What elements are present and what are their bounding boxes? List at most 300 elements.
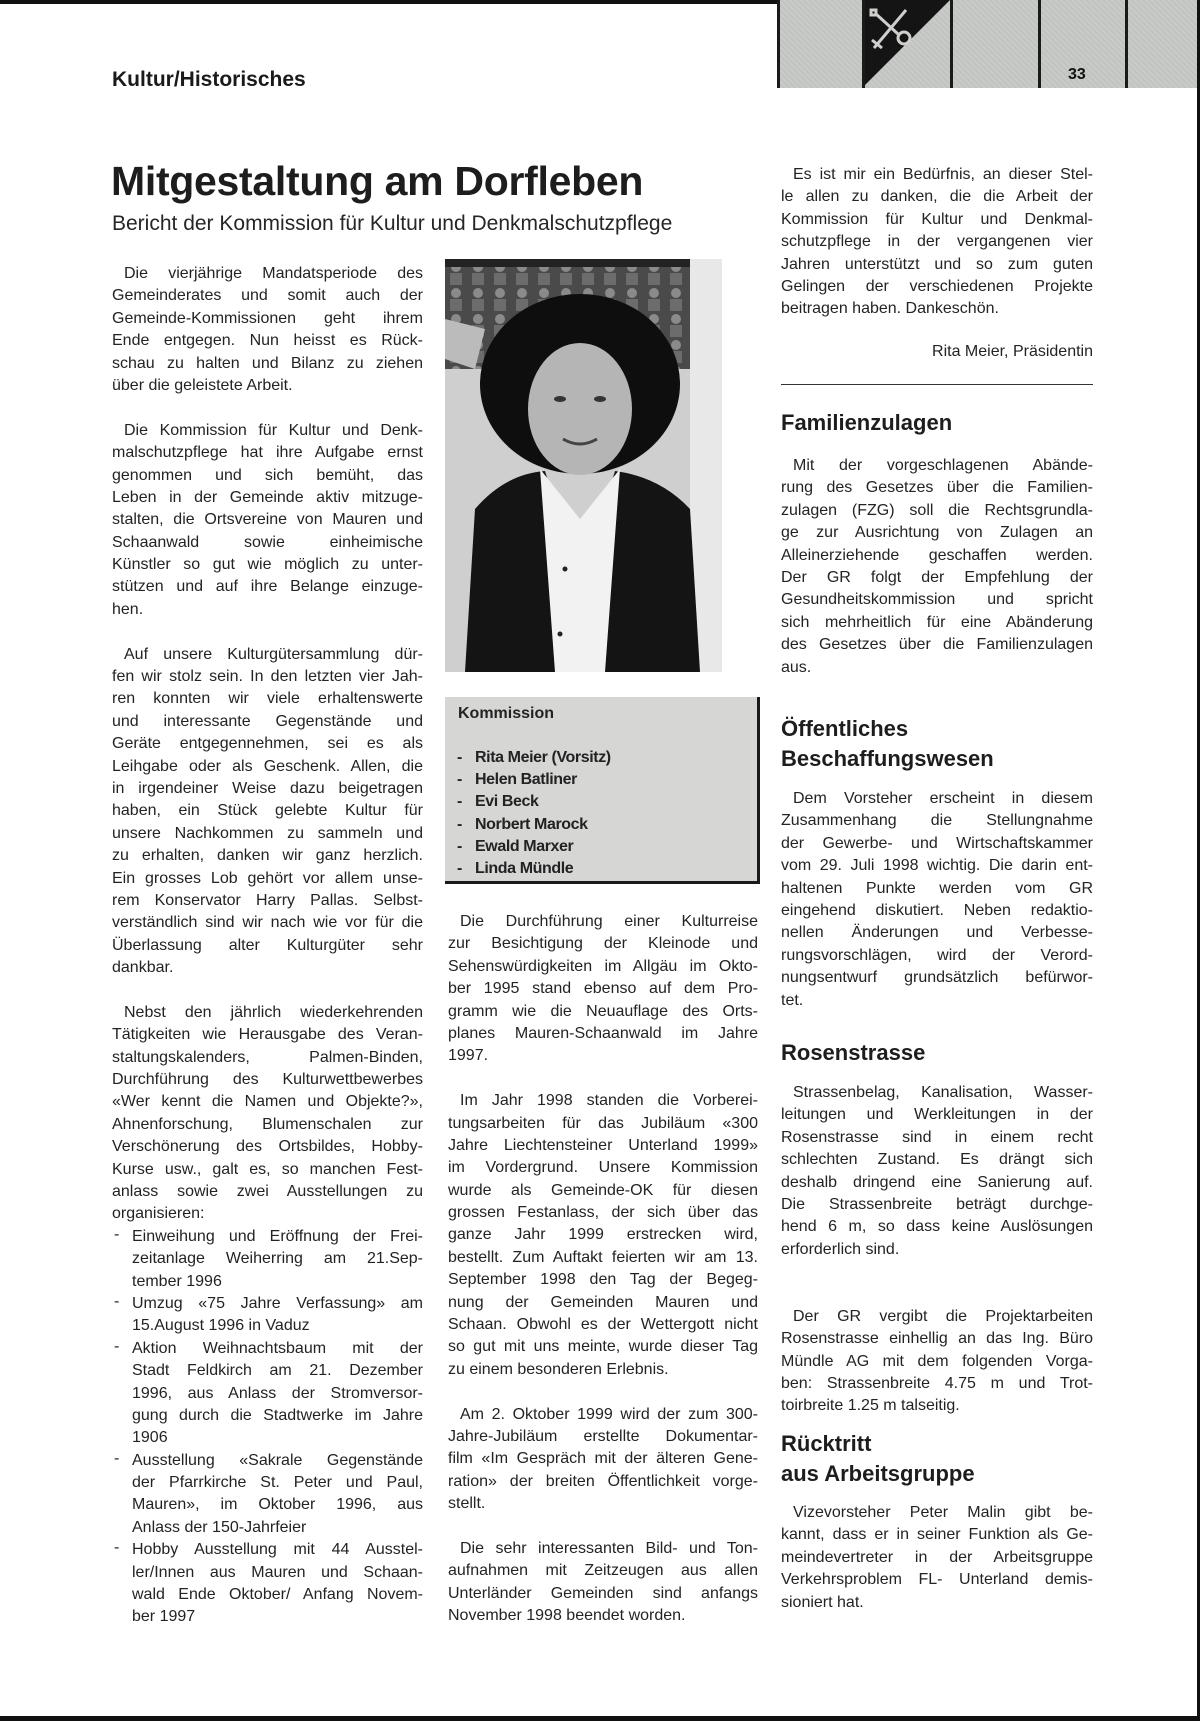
line-text: Leihgabe oder als Geschenk. Allen, die <box>112 757 423 775</box>
text-line <box>112 688 423 710</box>
text-line <box>781 1569 1093 1591</box>
line-text: Künstler so gut wie möglich zu unter- <box>112 556 423 574</box>
text-line <box>112 823 423 845</box>
text-line <box>112 509 423 531</box>
column-1 <box>112 263 423 1629</box>
line-text: fen wir stolz sein. In den letzten vier Jah- <box>112 668 423 686</box>
text-line <box>112 1136 423 1158</box>
text-line <box>781 1373 1093 1395</box>
line-text: Ende entgegen. Nun heisst es Rück- <box>112 332 423 350</box>
text-line <box>781 1172 1093 1194</box>
line-text: erforderlich sind. <box>781 1240 900 1258</box>
line-text: malschutzpflege hat ihre Aufgabe ernst <box>112 444 423 462</box>
line-text: zu einem besonderen Erlebnis. <box>448 1360 669 1378</box>
kommission-member <box>457 747 611 769</box>
heading-line: aus Arbeitsgruppe <box>781 1461 975 1486</box>
member-name: Ewald Marxer <box>475 837 574 855</box>
list-item <box>112 1293 423 1338</box>
line-text: ler/Innen aus Mauren und Schaan- <box>132 1563 423 1581</box>
text-line <box>448 1493 758 1515</box>
text-line <box>112 733 423 755</box>
text-line <box>112 800 423 822</box>
line-text: Hobby Ausstellung mit 44 Ausstel- <box>132 1541 423 1559</box>
line-text: Mit der vorgeschlagenen Abände- <box>793 457 1093 474</box>
text-line <box>112 756 423 778</box>
line-text: Strassenbelag, Kanalisation, Wasser- <box>793 1084 1093 1101</box>
line-text: schutzpflege in der vergangenen vier <box>781 233 1093 251</box>
text-line <box>112 1159 423 1181</box>
text-line <box>112 420 423 442</box>
text-line <box>112 1047 423 1069</box>
line-text: Der GR vergibt die Projektarbeiten <box>793 1307 1093 1325</box>
paragraph-gap <box>112 621 423 643</box>
line-text: nellen Änderungen und Verbesse- <box>781 924 1093 942</box>
paragraph <box>448 911 758 1068</box>
text-line <box>781 855 1093 877</box>
text-line <box>781 878 1093 900</box>
text-line <box>448 1605 758 1627</box>
line-text: Zusammenhang die Stellungnahme <box>781 812 1093 830</box>
line-text: Einweihung und Eröffnung der Frei- <box>132 1227 423 1245</box>
line-text: rungsvorschlägen, wird der Verord- <box>781 946 1093 964</box>
text-line <box>781 1395 1093 1417</box>
line-text: zu erhalten, danken wir ganz herzlich. <box>112 847 423 865</box>
list-dash: - <box>114 1225 120 1243</box>
text-line <box>781 298 1093 320</box>
line-text: zur Besichtigung der Kleinode und <box>448 935 758 953</box>
list-dash: - <box>457 749 462 766</box>
text-line <box>112 912 423 934</box>
text-line <box>112 957 423 979</box>
list-dash: - <box>114 1292 120 1310</box>
list-dash: - <box>457 793 462 811</box>
line-text: Rosenstrasse sind in einem recht <box>781 1128 1093 1146</box>
text-line <box>448 1359 758 1381</box>
text-line <box>781 500 1093 522</box>
text-line <box>781 922 1093 944</box>
line-text: le allen zu danken, die die Arbeit der <box>781 188 1093 206</box>
line-text: Die Strassenbreite beträgt durchge- <box>781 1195 1093 1213</box>
text-line <box>112 465 423 487</box>
line-text: Tätigkeiten wie Herausgabe des Veran- <box>112 1026 423 1044</box>
member-name: Helen Batliner <box>475 771 577 789</box>
text-line <box>132 1383 423 1405</box>
text-line <box>781 1547 1093 1569</box>
text-line <box>781 1216 1093 1238</box>
line-text: der Pfarrkirche St. Peter und Paul, <box>132 1474 423 1492</box>
line-text: Sehenswürdigkeiten im Allgäu im Okto- <box>448 957 758 975</box>
kommission-member <box>457 769 611 791</box>
text-line <box>781 1592 1093 1614</box>
text-line <box>132 1271 423 1293</box>
line-text: Es ist mir ein Bedürfnis, an dieser Stel- <box>793 166 1093 183</box>
list-item <box>112 1338 423 1450</box>
text-line <box>781 1127 1093 1149</box>
line-text: Der GR folgt der Empfehlung der <box>781 568 1093 586</box>
line-text: Schaanwald sowie einheimische <box>112 533 423 551</box>
line-text: aufnahmen mit Zeitzeugen aus allen <box>448 1562 758 1580</box>
text-line <box>781 990 1093 1012</box>
line-text: 1996, aus Anlass der Stromversor- <box>132 1384 423 1402</box>
paragraph <box>781 1502 1093 1614</box>
text-line <box>132 1338 423 1360</box>
line-text: genommen und sich bemüht, das <box>112 466 423 484</box>
paragraph <box>112 1002 423 1226</box>
text-line <box>448 1157 758 1179</box>
text-line <box>448 1202 758 1224</box>
section-familienzulagen <box>781 455 1093 679</box>
paragraph <box>781 1306 1093 1418</box>
line-text: anlass sowie zwei Ausstellungen zu <box>112 1183 423 1201</box>
line-text: stellt. <box>448 1495 486 1513</box>
line-text: toirbreite 1.25 m talseitig. <box>781 1397 960 1415</box>
member-name: Evi Beck <box>475 793 539 811</box>
text-line <box>112 890 423 912</box>
line-text: planes Mauren-Schaanwald im Jahre <box>448 1024 758 1042</box>
text-line <box>448 1336 758 1358</box>
line-text: schlechten Zustand. Es drängt sich <box>781 1151 1093 1169</box>
line-text: Leben in der Gemeinde aktiv mitzuge- <box>112 488 423 506</box>
text-line <box>132 1606 423 1628</box>
text-line <box>112 442 423 464</box>
line-text: bestellt. Zum Auftakt feierten wir am 13. <box>448 1248 758 1266</box>
line-text: Durchführung des Kulturwettbewerbes <box>112 1071 423 1089</box>
line-text: 1906 <box>132 1429 168 1447</box>
text-line <box>448 1247 758 1269</box>
text-line <box>448 1314 758 1336</box>
line-text: hen. <box>112 600 144 618</box>
scan-border-bottom <box>0 1716 1200 1721</box>
line-text: aus. <box>781 658 812 676</box>
line-text: rung des Gesetzes über die Familien- <box>781 479 1093 497</box>
line-text: Ausstellung «Sakrale Gegenstände <box>132 1451 423 1469</box>
heading-beschaffungswesen <box>781 714 994 774</box>
line-text: dankbar. <box>112 959 174 977</box>
line-text: Ein grosses Lob gehört vor allem unse- <box>112 869 423 887</box>
line-text: beitragen haben. Dankeschön. <box>781 300 999 318</box>
paragraph <box>112 644 423 980</box>
line-text: Verkehrsproblem FL- Unterland demis- <box>781 1571 1093 1589</box>
section-beschaffungswesen <box>781 788 1093 1012</box>
heading-line: Rücktritt <box>781 1431 872 1456</box>
text-line <box>132 1450 423 1472</box>
paragraph <box>448 1404 758 1516</box>
line-text: Am 2. Oktober 1999 wird der zum 300- <box>460 1405 758 1423</box>
text-line <box>448 1269 758 1291</box>
line-text: über die geleistete Arbeit. <box>112 376 293 394</box>
line-text: des Gesetzes über die Familienzulagen <box>781 636 1093 654</box>
line-text: 15.August 1996 in Vaduz <box>132 1317 310 1335</box>
text-line <box>781 788 1093 810</box>
text-line <box>781 1194 1093 1216</box>
line-text: ge zur Ausrichtung von Zulagen an <box>781 524 1093 542</box>
text-line <box>781 477 1093 499</box>
paragraph <box>781 164 1093 321</box>
line-text: hend 6 m, so dass keine Auslösungen <box>781 1218 1093 1236</box>
kommission-member <box>457 791 611 813</box>
line-text: gung durch die Stadtwerke im Jahre <box>132 1406 423 1424</box>
line-text: Die Durchführung einer Kulturreise <box>460 913 758 930</box>
page-number: 33 <box>1068 66 1086 83</box>
line-text: tember 1996 <box>132 1272 222 1290</box>
list-dash: - <box>457 771 462 789</box>
text-line <box>112 711 423 733</box>
line-text: ganze Jahr 1999 erstrecken wird, <box>448 1226 758 1244</box>
heading-line: Familienzulagen <box>781 410 953 435</box>
text-line <box>448 1113 758 1135</box>
section-ruecktritt <box>781 1502 1093 1614</box>
text-line <box>132 1315 423 1337</box>
text-line <box>781 186 1093 208</box>
line-text: Dem Vorsteher erscheint in diesem <box>793 790 1093 807</box>
kommission-member <box>457 858 611 880</box>
article-subtitle: Bericht der Kommission für Kultur und Denkmalschutzpflege <box>112 212 673 235</box>
column-2 <box>448 911 758 1628</box>
text-line <box>132 1360 423 1382</box>
line-text: und interessante Gegenstände und <box>112 712 423 730</box>
text-line <box>112 532 423 554</box>
text-line <box>781 1239 1093 1261</box>
text-line <box>781 1328 1093 1350</box>
line-text: kannt, dass er in seiner Funktion als Ge- <box>781 1526 1093 1544</box>
text-line <box>132 1562 423 1584</box>
line-text: Überlassung alter Kulturgüter sehr <box>112 936 423 954</box>
text-line <box>781 1082 1093 1104</box>
line-text: staltungskalenders, Palmen-Binden, <box>112 1048 423 1066</box>
line-text: Rosenstrasse einhellig an das Ing. Büro <box>781 1330 1093 1348</box>
text-line <box>112 599 423 621</box>
paragraph-gap <box>448 1516 758 1538</box>
list-dash: - <box>114 1449 120 1467</box>
heading-line: Öffentliches <box>781 716 909 741</box>
text-line <box>112 285 423 307</box>
section-rosenstrasse <box>781 1082 1093 1418</box>
text-line <box>781 589 1093 611</box>
line-text: «Wer kennt die Namen und Objekte?», <box>112 1093 423 1111</box>
text-line <box>781 545 1093 567</box>
text-line <box>112 375 423 397</box>
line-text: wald Ende Oktober/ Anfang Novem- <box>132 1586 423 1604</box>
text-line <box>781 1502 1093 1524</box>
text-line <box>132 1427 423 1449</box>
paragraph-gap <box>448 1381 758 1403</box>
paragraph <box>448 1090 758 1381</box>
member-name: Rita Meier (Vorsitz) <box>475 749 611 766</box>
line-text: der Gewerbe- und Wirtschaftskammer <box>781 834 1093 852</box>
line-text: rem Konservator Harry Pallas. Selbst- <box>112 891 423 909</box>
line-text: Stadt Feldkirch am 21. Dezember <box>132 1362 423 1380</box>
text-line <box>448 956 758 978</box>
line-text: stützen und auf ihre Belange einzuge- <box>112 578 423 596</box>
line-text: verständlich sind wir nach wie vor für die <box>112 914 423 932</box>
paragraph <box>781 788 1093 1012</box>
line-text: ben: Strassenbreite 4.75 m und Trot- <box>781 1375 1093 1393</box>
header-divider <box>950 0 953 88</box>
text-line <box>112 778 423 800</box>
kommission-box <box>445 697 760 884</box>
text-line <box>112 935 423 957</box>
divider-rule <box>781 384 1093 385</box>
text-line <box>448 1045 758 1067</box>
header-divider <box>1038 0 1041 88</box>
text-line <box>448 1538 758 1560</box>
heading-line: Rosenstrasse <box>781 1040 926 1065</box>
text-line <box>112 1024 423 1046</box>
list-dash: - <box>457 837 462 855</box>
heading-ruecktritt <box>781 1429 975 1489</box>
text-line <box>781 657 1093 679</box>
text-line <box>132 1494 423 1516</box>
text-line <box>448 1292 758 1314</box>
text-line <box>132 1539 423 1561</box>
text-line <box>448 1224 758 1246</box>
portrait-photo <box>445 259 722 672</box>
line-text: ber 1995 stand ebenso auf dem Pro- <box>448 980 758 998</box>
member-name: Norbert Marock <box>475 815 588 833</box>
paragraph-gap <box>112 397 423 419</box>
text-line <box>781 833 1093 855</box>
line-text: Gelingen der verschiedenen Projekte <box>781 277 1093 295</box>
line-text: Jahre-Jubiläum erstellte Dokumentar- <box>448 1427 758 1445</box>
text-line <box>781 209 1093 231</box>
coat-of-arms-keys-sword-icon <box>862 0 950 88</box>
line-text: Ahnenforschung, Blumenschalen zur <box>112 1115 423 1133</box>
list-item <box>112 1539 423 1629</box>
text-line <box>132 1226 423 1248</box>
text-line <box>132 1584 423 1606</box>
kommission-members <box>457 747 611 880</box>
header-divider <box>1125 0 1128 88</box>
line-text: film «Im Gespräch mit der älteren Gene- <box>448 1450 758 1468</box>
line-text: Anlass der 150-Jahrfeier <box>132 1518 307 1536</box>
line-text: Die sehr interessanten Bild- und Ton- <box>460 1539 758 1557</box>
text-line <box>448 978 758 1000</box>
text-line <box>781 231 1093 253</box>
text-line <box>132 1293 423 1315</box>
line-text: Jahre Liechtensteiner Unterland 1999» <box>448 1136 758 1154</box>
list-item <box>112 1226 423 1293</box>
text-line <box>448 911 758 933</box>
text-line <box>448 1090 758 1112</box>
text-line <box>112 1091 423 1113</box>
text-line <box>448 1135 758 1157</box>
text-line <box>112 576 423 598</box>
text-line <box>448 1180 758 1202</box>
line-text: zeitanlage Weiherring am 21.Sep- <box>132 1250 423 1268</box>
text-line <box>112 263 423 285</box>
line-text: deshalb dringend eine Sanierung auf. <box>781 1173 1093 1191</box>
text-line <box>448 1426 758 1448</box>
text-line <box>112 1002 423 1024</box>
line-text: Im Jahr 1998 standen die Vorberei- <box>460 1092 758 1110</box>
paragraph <box>112 263 423 397</box>
line-text: nungsentwurf grundsätzlich befürwor- <box>781 969 1093 987</box>
line-text: vom 29. Juli 1998 wichtig. Die darin ent- <box>781 857 1093 875</box>
list-dash: - <box>457 860 462 878</box>
line-text: Kommission für Kultur und Denkmal- <box>781 210 1093 228</box>
text-line <box>781 164 1093 186</box>
text-line <box>112 487 423 509</box>
text-line <box>112 868 423 890</box>
line-text: zulagen (FZG) soll die Rechtsgrundla- <box>781 501 1093 519</box>
line-text: Auf unsere Kulturgütersammlung dür- <box>124 645 423 663</box>
line-text: Gemeinderates und somit auch der <box>112 287 423 305</box>
text-line <box>448 1448 758 1470</box>
line-text: tet. <box>781 991 804 1009</box>
line-text: September 1998 den Tag der Begeg- <box>448 1271 758 1289</box>
line-text: Aktion Weihnachtsbaum mit der <box>132 1339 423 1357</box>
text-line <box>781 522 1093 544</box>
text-line <box>132 1472 423 1494</box>
text-line <box>448 933 758 955</box>
line-text: Jahren unterstützt und so zum guten <box>781 255 1093 273</box>
text-line <box>112 666 423 688</box>
kommission-title: Kommission <box>458 705 555 722</box>
line-text: organisieren: <box>112 1205 205 1223</box>
kommission-member <box>457 814 611 836</box>
heading-line: Beschaffungswesen <box>781 746 994 771</box>
signature: Rita Meier, Präsidentin <box>932 343 1093 360</box>
line-text: schau zu halten und Bilanz zu ziehen <box>112 354 423 372</box>
line-text: Nebst den jährlich wiederkehrenden <box>124 1003 423 1021</box>
heading-rosenstrasse <box>781 1038 925 1068</box>
line-text: Alleinerziehende geschaffen werden. <box>781 546 1093 564</box>
text-line <box>112 1181 423 1203</box>
list-dash: - <box>114 1539 120 1557</box>
text-line <box>448 1471 758 1493</box>
text-line <box>781 1351 1093 1373</box>
header-divider <box>777 0 780 88</box>
line-text: Schaan. Obwohl es der Wettergott nicht <box>448 1316 758 1334</box>
paragraph-gap <box>781 1261 1093 1283</box>
line-text: Die vierjährige Mandatsperiode des <box>124 265 423 282</box>
paragraph <box>781 1082 1093 1261</box>
line-text: meindevertreter in der Arbeitsgruppe <box>781 1548 1093 1566</box>
text-line <box>781 810 1093 832</box>
line-text: eingehend diskutiert. Neben redaktio- <box>781 901 1093 919</box>
text-line <box>112 1069 423 1091</box>
line-text: unsere Nachkommen zu sammeln und <box>112 824 423 842</box>
line-text: haben, ein Stück gelebte Kultur für <box>112 802 423 820</box>
line-text: stalten, die Ortsvereine von Mauren und <box>112 511 423 529</box>
text-line <box>781 634 1093 656</box>
closing-note <box>781 164 1093 321</box>
line-text: Gesundheitskommission und spricht <box>781 591 1093 609</box>
line-text: nung der Gemeinden Mauren und <box>448 1293 758 1311</box>
line-text: 1997. <box>448 1047 489 1065</box>
line-text: ren konnten wir viele erhaltenswerte <box>112 690 423 708</box>
list-item <box>112 1450 423 1540</box>
text-line <box>781 567 1093 589</box>
header-band <box>777 0 1197 88</box>
line-text: Umzug «75 Jahre Verfassung» am <box>132 1294 423 1312</box>
text-line <box>132 1517 423 1539</box>
line-text: Kurse usw., galt es, so manchen Fest- <box>112 1160 423 1178</box>
line-text: Geräte entgegennehmen, sei es als <box>112 735 423 753</box>
line-text: sioniert hat. <box>781 1593 864 1611</box>
list-dash: - <box>457 815 462 833</box>
article-title: Mitgestaltung am Dorfleben <box>111 158 644 204</box>
line-text: ration» der breiten Öffentlichkeit vorge- <box>448 1472 758 1490</box>
text-line <box>112 330 423 352</box>
text-line <box>112 353 423 375</box>
line-text: so gut mit uns meinte, wurde dieser Tag <box>448 1338 758 1356</box>
line-text: Mündle AG mit dem folgenden Vorga- <box>781 1352 1093 1370</box>
heading-familienzulagen <box>781 408 952 438</box>
line-text: Gemeinde-Kommissionen geht ihrem <box>112 309 423 327</box>
text-line <box>112 644 423 666</box>
text-line <box>112 308 423 330</box>
